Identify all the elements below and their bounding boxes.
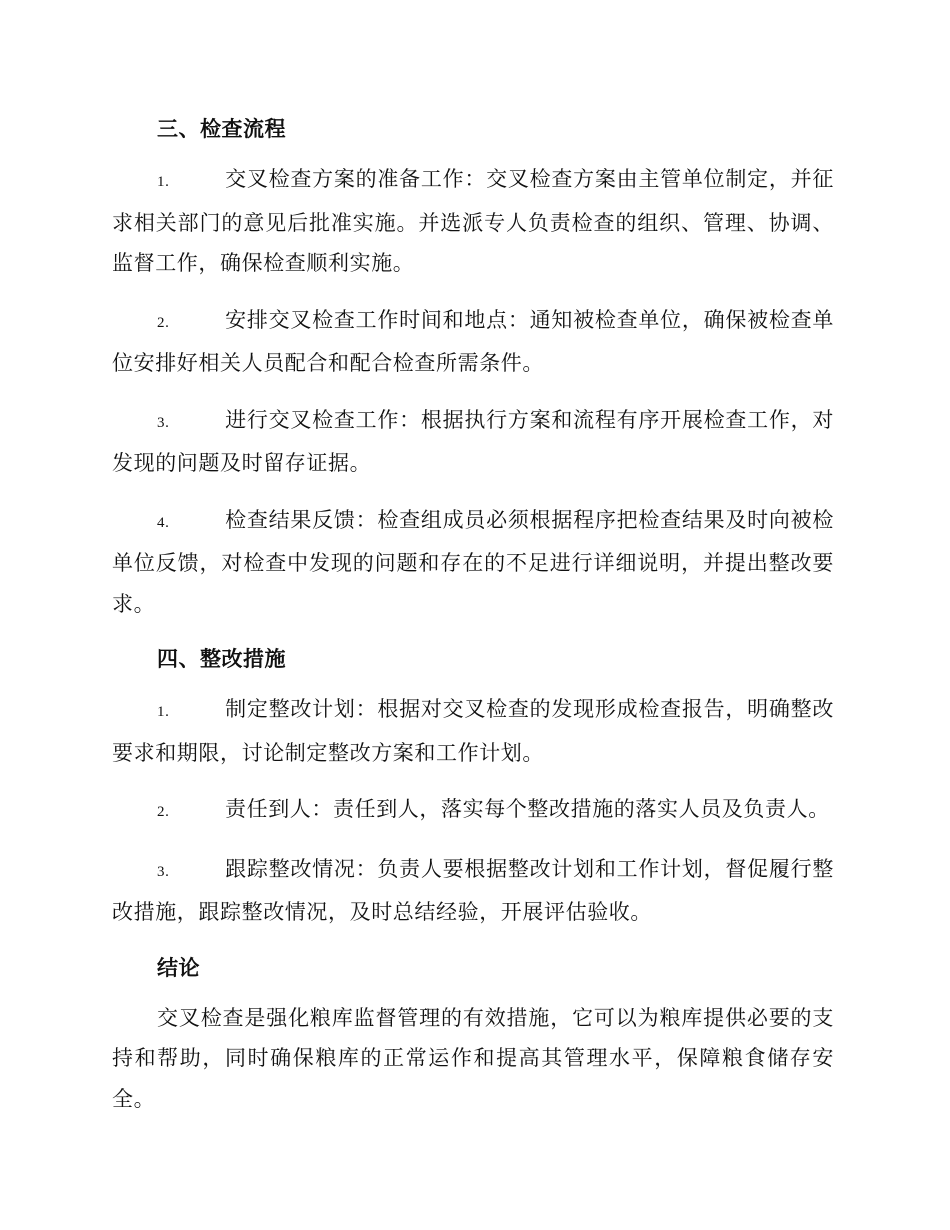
list-item-text: 检查结果反馈：检查组成员必须根据程序把检查结果及时向被检单位反馈，对检查中发现的问题和存在的不足进行详细说明，并提出整改要求。 [112,507,834,616]
conclusion-paragraph: 交叉检查是强化粮库监督管理的有效措施，它可以为粮库提供必要的支持和帮助，同时确保粮库的正常运作和提高其管理水平，保障粮食储存安全。 [112,1005,834,1111]
list-item-text: 跟踪整改情况：负责人要根据整改计划和工作计划，督促履行整改措施，跟踪整改情况，及时总结经验，开展评估验收。 [112,856,834,924]
list-item-number: 3. [157,414,170,431]
list-item [112,300,834,384]
list-item-text: 安排交叉检查工作时间和地点：通知被检查单位，确保被检查单位安排好相关人员配合和配合检查所需条件。 [112,307,834,375]
section-heading-inspection-process: 三、检查流程 [157,117,286,141]
list-item-text: 交叉检查方案的准备工作：交叉检查方案由主管单位制定，并征求相关部门的意见后批准实施。并选派专人负责检查的组织、管理、协调、监督工作，确保检查顺利实施。 [112,167,834,275]
list-item-number: 2. [157,804,170,820]
list-item [112,400,834,484]
list-item [112,500,834,625]
list-item-text: 制定整改计划：根据对交叉检查的发现形成检查报告，明确整改要求和期限，讨论制定整改方案和工作计划。 [112,697,834,765]
list-item-text: 进行交叉检查工作：根据执行方案和流程有序开展检查工作，对发现的问题及时留存证据。 [112,407,834,475]
list-item [112,849,834,933]
list-item-number: 3. [157,863,170,880]
conclusion-heading: 结论 [157,955,200,980]
list-item-number: 2. [157,314,170,331]
list-item-text: 责任到人：责任到人，落实每个整改措施的落实人员及负责人。 [225,797,830,821]
list-item [112,689,834,773]
section-heading-rectification-measures: 四、整改措施 [157,647,286,671]
list-item-number: 1. [157,174,170,190]
list-item-number: 1. [157,704,170,720]
document-page [112,110,834,1119]
list-item-number: 4. [157,514,170,531]
list-item [112,159,834,284]
list-item [112,789,834,833]
